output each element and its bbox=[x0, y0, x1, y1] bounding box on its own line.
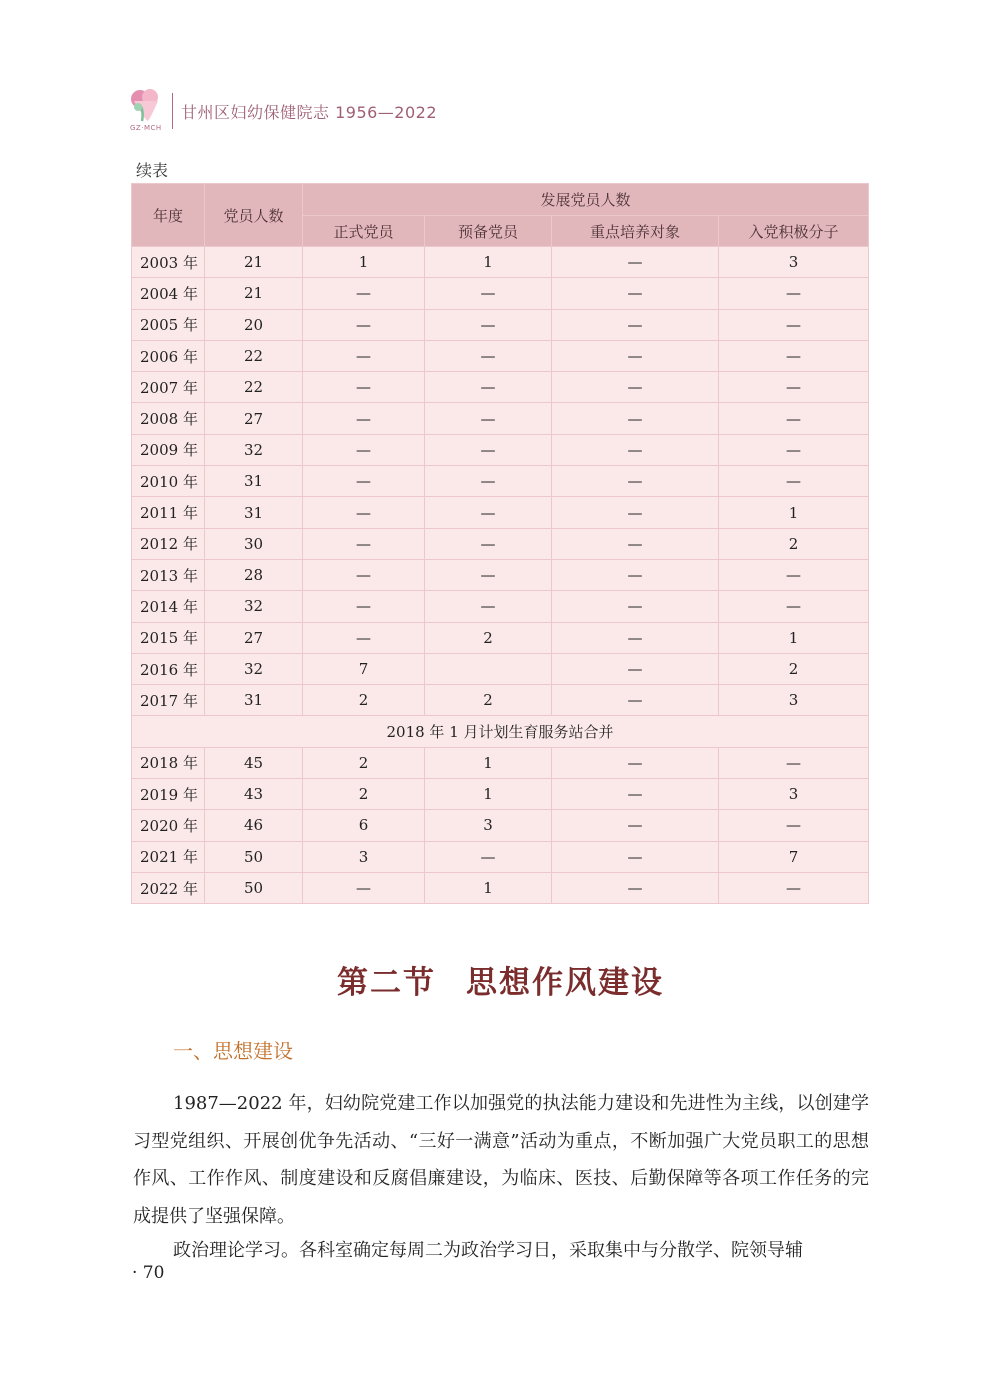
table-row bbox=[132, 497, 869, 528]
party-members-table bbox=[131, 183, 869, 904]
table-row bbox=[132, 372, 869, 403]
cell-year: 2017 年 bbox=[132, 685, 205, 716]
table-cell: — bbox=[719, 434, 869, 465]
table-cell: 2 bbox=[303, 747, 425, 778]
section-number: 第二节 bbox=[337, 965, 436, 1001]
table-cell: — bbox=[719, 403, 869, 434]
table-cell: 1 bbox=[719, 622, 869, 653]
table-cell: — bbox=[552, 872, 719, 903]
table-cell: 3 bbox=[719, 247, 869, 278]
table-cell: 46 bbox=[205, 810, 303, 841]
table-cell: — bbox=[552, 372, 719, 403]
cell-year: 2005 年 bbox=[132, 309, 205, 340]
table-cell: — bbox=[303, 622, 425, 653]
table-cell: — bbox=[425, 528, 552, 559]
table-cell: 22 bbox=[205, 372, 303, 403]
header-key-training: 重点培养对象 bbox=[552, 216, 719, 247]
cell-year: 2003 年 bbox=[132, 247, 205, 278]
table-cell: — bbox=[552, 622, 719, 653]
table-cell: 2 bbox=[719, 653, 869, 684]
table-cell: 2 bbox=[303, 685, 425, 716]
table-cell: 50 bbox=[205, 872, 303, 903]
table-cell: 3 bbox=[303, 841, 425, 872]
cell-year: 2021 年 bbox=[132, 841, 205, 872]
cell-year: 2004 年 bbox=[132, 278, 205, 309]
table-cell: — bbox=[552, 747, 719, 778]
table-cell: — bbox=[552, 841, 719, 872]
table-cell: — bbox=[719, 309, 869, 340]
table-cell: — bbox=[719, 810, 869, 841]
table-cell: — bbox=[303, 559, 425, 590]
table-cell: 32 bbox=[205, 434, 303, 465]
table-cell: 45 bbox=[205, 747, 303, 778]
table-cell: — bbox=[552, 591, 719, 622]
header-development-group: 发展党员人数 bbox=[303, 184, 869, 216]
table-cell: 22 bbox=[205, 340, 303, 371]
table-cell: 32 bbox=[205, 591, 303, 622]
table-cell: 6 bbox=[303, 810, 425, 841]
table-row bbox=[132, 309, 869, 340]
table-cell: — bbox=[552, 434, 719, 465]
table-row bbox=[132, 841, 869, 872]
cell-year: 2006 年 bbox=[132, 340, 205, 371]
table-row bbox=[132, 622, 869, 653]
table-cell: 28 bbox=[205, 559, 303, 590]
table-row bbox=[132, 872, 869, 903]
table-row bbox=[132, 591, 869, 622]
table-cell: — bbox=[552, 810, 719, 841]
table-row bbox=[132, 559, 869, 590]
table-cell: — bbox=[425, 497, 552, 528]
table-cell: 2 bbox=[425, 685, 552, 716]
table-cell: — bbox=[425, 340, 552, 371]
table-cell: 31 bbox=[205, 685, 303, 716]
table-cell: 31 bbox=[205, 497, 303, 528]
table-cell: — bbox=[552, 653, 719, 684]
table-cell: — bbox=[552, 528, 719, 559]
table-cell: — bbox=[552, 247, 719, 278]
cell-year: 2019 年 bbox=[132, 779, 205, 810]
header-activists: 入党积极分子 bbox=[719, 216, 869, 247]
table-cell: 3 bbox=[425, 810, 552, 841]
table-cell: — bbox=[303, 591, 425, 622]
table-cell: 3 bbox=[719, 779, 869, 810]
table-cell: — bbox=[303, 372, 425, 403]
table-cell: — bbox=[719, 278, 869, 309]
header-probationary: 预备党员 bbox=[425, 216, 552, 247]
table-row bbox=[132, 278, 869, 309]
table-cell: — bbox=[303, 340, 425, 371]
cell-year: 2012 年 bbox=[132, 528, 205, 559]
table-row-note bbox=[132, 716, 869, 747]
table-cell: 7 bbox=[719, 841, 869, 872]
table-cell bbox=[425, 653, 552, 684]
cell-year: 2009 年 bbox=[132, 434, 205, 465]
table-cell: — bbox=[719, 466, 869, 497]
table-row bbox=[132, 466, 869, 497]
table-cell: 2 bbox=[303, 779, 425, 810]
table-cell: — bbox=[552, 466, 719, 497]
table-cell: 2 bbox=[719, 528, 869, 559]
table-cell: 1 bbox=[425, 247, 552, 278]
logo-text: GZ·MCH bbox=[130, 124, 162, 132]
cell-year: 2013 年 bbox=[132, 559, 205, 590]
header-title: 甘州区妇幼保健院志 1956—2022 bbox=[181, 102, 438, 122]
table-row bbox=[132, 685, 869, 716]
table-cell: 27 bbox=[205, 403, 303, 434]
table-row bbox=[132, 403, 869, 434]
table-cell: 31 bbox=[205, 466, 303, 497]
table-row bbox=[132, 653, 869, 684]
table-cell: — bbox=[425, 841, 552, 872]
table-cell: — bbox=[719, 747, 869, 778]
table-cell: — bbox=[719, 340, 869, 371]
logo-heart-icon bbox=[128, 87, 164, 125]
table-row bbox=[132, 247, 869, 278]
table-cell: — bbox=[719, 559, 869, 590]
table-cell: — bbox=[303, 434, 425, 465]
cell-year: 2018 年 bbox=[132, 747, 205, 778]
header-divider bbox=[172, 93, 173, 129]
page-number: · 70 bbox=[132, 1263, 165, 1283]
table-cell: — bbox=[552, 403, 719, 434]
table-row bbox=[132, 779, 869, 810]
table-cell: — bbox=[425, 278, 552, 309]
cell-year: 2008 年 bbox=[132, 403, 205, 434]
table-cell: — bbox=[303, 278, 425, 309]
table-cell: — bbox=[552, 340, 719, 371]
logo bbox=[128, 87, 164, 135]
table-cell: 1 bbox=[719, 497, 869, 528]
table-cell: 2 bbox=[425, 622, 552, 653]
table-cell: — bbox=[425, 372, 552, 403]
table-cell: 21 bbox=[205, 278, 303, 309]
table-cell: 32 bbox=[205, 653, 303, 684]
table-cell: — bbox=[552, 685, 719, 716]
table-cell: — bbox=[425, 559, 552, 590]
table-cell: 3 bbox=[719, 685, 869, 716]
table-row bbox=[132, 810, 869, 841]
paragraph: 1987—2022 年，妇幼院党建工作以加强党的执法能力建设和先进性为主线，以创建学习型党组织、开展创优争先活动、“三好一满意”活动为重点，不断加强广大党员职工的思想作风、工作作风、制度建设和反腐倡廉建设，为临床、医技、后勤保障等各项工作任务的完成提供了坚强保障。 bbox=[133, 1093, 869, 1227]
table-cell: 1 bbox=[425, 872, 552, 903]
table-cell: 1 bbox=[303, 247, 425, 278]
table-cell: — bbox=[425, 403, 552, 434]
merge-note: 2018 年 1 月计划生育服务站合并 bbox=[132, 716, 869, 747]
table-cell: — bbox=[552, 309, 719, 340]
table-cell: — bbox=[303, 309, 425, 340]
section-title: 思想作风建设 bbox=[466, 965, 664, 1001]
table-cell: — bbox=[303, 528, 425, 559]
table-row bbox=[132, 747, 869, 778]
table-row bbox=[132, 434, 869, 465]
table-cell: — bbox=[552, 497, 719, 528]
table-cell: 1 bbox=[425, 747, 552, 778]
cell-year: 2022 年 bbox=[132, 872, 205, 903]
table-cell: — bbox=[425, 591, 552, 622]
table-cell: — bbox=[552, 779, 719, 810]
paragraph: 政治理论学习。各科室确定每周二为政治学习日，采取集中与分散学、院领导辅 bbox=[173, 1240, 803, 1261]
table-cell: 21 bbox=[205, 247, 303, 278]
table-cell: — bbox=[552, 278, 719, 309]
header-year: 年度 bbox=[132, 184, 205, 247]
cell-year: 2007 年 bbox=[132, 372, 205, 403]
table-cell: — bbox=[303, 403, 425, 434]
table-cell: 43 bbox=[205, 779, 303, 810]
table-cell: — bbox=[425, 466, 552, 497]
continued-label: 续表 bbox=[136, 161, 169, 180]
table-cell: 7 bbox=[303, 653, 425, 684]
cell-year: 2015 年 bbox=[132, 622, 205, 653]
table-cell: 27 bbox=[205, 622, 303, 653]
table-body bbox=[132, 247, 869, 904]
cell-year: 2010 年 bbox=[132, 466, 205, 497]
subsection-heading: 一、思想建设 bbox=[173, 1039, 293, 1063]
cell-year: 2020 年 bbox=[132, 810, 205, 841]
table-cell: — bbox=[719, 372, 869, 403]
table-cell: — bbox=[303, 872, 425, 903]
table-cell: 20 bbox=[205, 309, 303, 340]
cell-year: 2016 年 bbox=[132, 653, 205, 684]
table-cell: 30 bbox=[205, 528, 303, 559]
running-header bbox=[128, 86, 437, 136]
table-cell: 50 bbox=[205, 841, 303, 872]
section-heading bbox=[0, 957, 1001, 1002]
table-row bbox=[132, 340, 869, 371]
table-cell: — bbox=[425, 309, 552, 340]
table-cell: — bbox=[719, 872, 869, 903]
table-cell: — bbox=[552, 559, 719, 590]
cell-year: 2014 年 bbox=[132, 591, 205, 622]
table-cell: — bbox=[303, 466, 425, 497]
cell-year: 2011 年 bbox=[132, 497, 205, 528]
header-formal: 正式党员 bbox=[303, 216, 425, 247]
table-cell: — bbox=[425, 434, 552, 465]
header-members: 党员人数 bbox=[205, 184, 303, 247]
table-cell: 1 bbox=[425, 779, 552, 810]
table-cell: — bbox=[719, 591, 869, 622]
table-row bbox=[132, 528, 869, 559]
table-cell: — bbox=[303, 497, 425, 528]
